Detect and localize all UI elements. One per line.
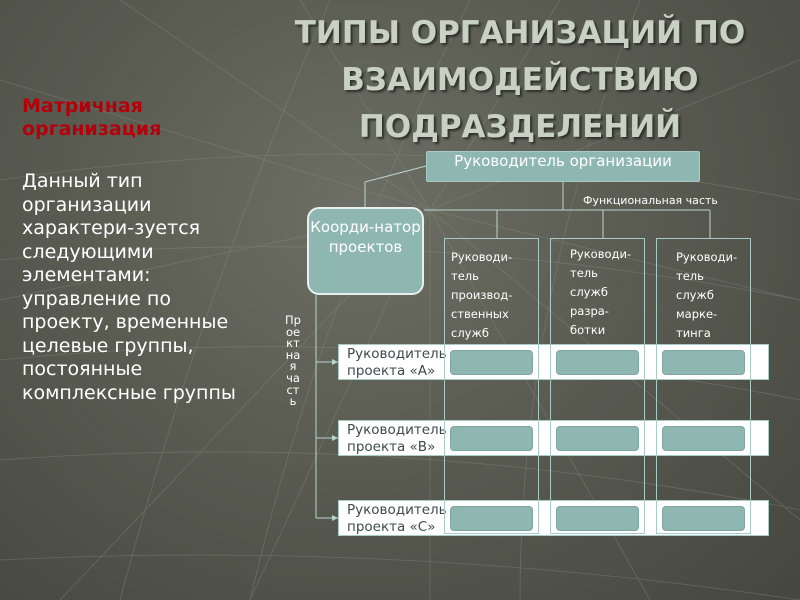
project-row-label: Руководитель проекта «С» — [347, 502, 447, 535]
project-row-label: Руководитель проекта «В» — [347, 422, 447, 455]
matrix-cell — [662, 350, 745, 375]
column-label-development: Руководи- тель служб разра- ботки — [570, 247, 632, 337]
matrix-cell — [662, 506, 745, 531]
project-row-label: Руководитель проекта «А» — [347, 346, 447, 379]
project-part-label: Проектная часть — [285, 313, 301, 409]
matrix-cell — [450, 506, 533, 531]
head-of-organization-box: Руководитель организации — [426, 151, 700, 182]
matrix-cell — [450, 350, 533, 375]
title-line-2: ВЗАИМОДЕЙСТВИЮ — [341, 62, 699, 98]
matrix-cell — [556, 426, 639, 451]
title-line-3: ПОДРАЗДЕЛЕНИЙ — [358, 109, 682, 145]
matrix-cell — [450, 426, 533, 451]
project-coordinator-box: Коорди-натор проектов — [307, 207, 424, 295]
column-label-marketing: Руководи- тель служб марке- тинга — [676, 250, 738, 340]
matrix-cell — [556, 350, 639, 375]
matrix-cell — [662, 426, 745, 451]
section-heading: Матричная организация — [22, 95, 162, 140]
functional-part-label: Функциональная часть — [583, 194, 718, 207]
title-line-1: ТИПЫ ОРГАНИЗАЦИЙ ПО — [294, 15, 746, 51]
section-description: Данный тип организации характери-зуется следующими элементами: управление по проекту, временные целевые группы, постоянные комплексные группы — [22, 170, 236, 404]
column-label-production: Руководи- тель производ- ственных служб — [451, 250, 513, 340]
matrix-cell — [556, 506, 639, 531]
